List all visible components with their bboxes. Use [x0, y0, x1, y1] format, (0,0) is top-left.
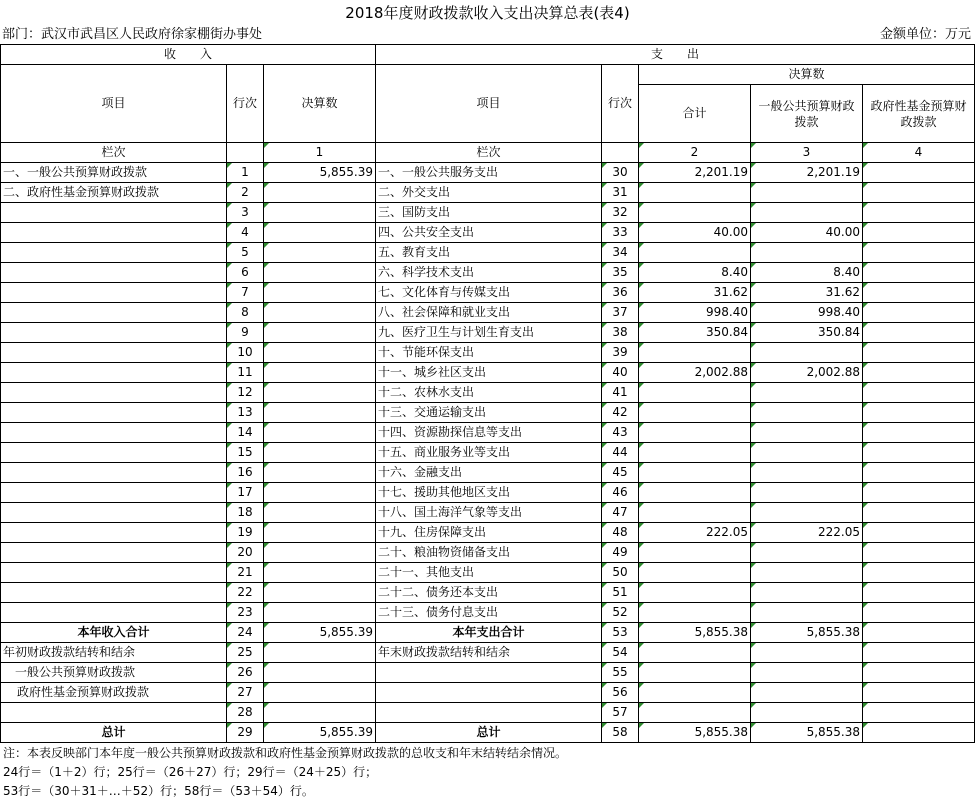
expense-item: 十七、援助其他地区支出 — [376, 483, 602, 503]
line-number: 22 — [227, 583, 264, 603]
expense-fund-amount — [863, 463, 975, 483]
expense-item: 十二、农林水支出 — [376, 383, 602, 403]
total-header: 合计 — [639, 85, 751, 143]
column-index-4: 4 — [863, 143, 975, 163]
expense-fund-amount — [863, 183, 975, 203]
table-row — [1, 163, 975, 183]
expense-total-amount — [639, 443, 751, 463]
line-number: 37 — [602, 303, 639, 323]
expense-fund-amount — [863, 163, 975, 183]
line-number: 2 — [227, 183, 264, 203]
expense-fund-amount — [863, 403, 975, 423]
table-row — [1, 443, 975, 463]
expense-fund-amount — [863, 223, 975, 243]
general-budget-header: 一般公共预算财政拨款 — [751, 85, 863, 143]
begin-general-row — [1, 663, 975, 683]
income-amount — [264, 483, 376, 503]
income-item — [1, 323, 227, 343]
year-expense-total-label: 本年支出合计 — [376, 623, 602, 643]
income-amount — [264, 183, 376, 203]
expense-item: 十、节能环保支出 — [376, 343, 602, 363]
expense-general-amount — [751, 563, 863, 583]
begin-general-label: 一般公共预算财政拨款 — [1, 663, 227, 683]
income-item — [1, 443, 227, 463]
department-label: 部门：武汉市武昌区人民政府徐家棚街办事处 — [2, 27, 263, 42]
table-row — [1, 343, 975, 363]
income-amount — [264, 603, 376, 623]
expense-item: 十八、国土海洋气象等支出 — [376, 503, 602, 523]
line-number: 49 — [602, 543, 639, 563]
table-row — [1, 463, 975, 483]
income-amount — [264, 383, 376, 403]
expense-total-amount — [639, 383, 751, 403]
year-income-total-amount: 5,855.39 — [264, 623, 376, 643]
line-number: 40 — [602, 363, 639, 383]
expense-item: 六、科学技术支出 — [376, 263, 602, 283]
expense-total-amount: 8.40 — [639, 263, 751, 283]
expense-fund-amount — [863, 563, 975, 583]
year-income-total-label: 本年收入合计 — [1, 623, 227, 643]
table-row — [1, 483, 975, 503]
income-amount — [264, 243, 376, 263]
line-number: 20 — [227, 543, 264, 563]
header-row-2 — [1, 65, 975, 85]
column-label-expense: 栏次 — [376, 143, 602, 163]
table-row — [1, 383, 975, 403]
empty-cell — [639, 683, 751, 703]
table-row — [1, 243, 975, 263]
expense-general-amount: 31.62 — [751, 283, 863, 303]
expense-item: 七、文化体育与传媒支出 — [376, 283, 602, 303]
expense-total-amount — [639, 403, 751, 423]
line-number: 3 — [227, 203, 264, 223]
begin-fund-amount — [264, 683, 376, 703]
line-number: 29 — [227, 723, 264, 743]
expense-total-amount — [639, 583, 751, 603]
column-index-1: 1 — [264, 143, 376, 163]
year-total-row — [1, 623, 975, 643]
unit-label: 金额单位：万元 — [879, 27, 971, 42]
line-number: 8 — [227, 303, 264, 323]
begin-fund-label: 政府性基金预算财政拨款 — [1, 683, 227, 703]
expense-item: 十四、资源勘探信息等支出 — [376, 423, 602, 443]
income-amount — [264, 403, 376, 423]
grand-expense-general: 5,855.38 — [751, 723, 863, 743]
end-balance-fund — [863, 643, 975, 663]
line-number: 38 — [602, 323, 639, 343]
footnotes — [0, 744, 975, 801]
report-title: 2018年度财政拨款收入支出决算总表(表4) — [345, 4, 630, 22]
expense-general-amount: 350.84 — [751, 323, 863, 343]
line-number: 11 — [227, 363, 264, 383]
line-number: 47 — [602, 503, 639, 523]
expense-header: 支 出 — [376, 45, 975, 65]
expense-fund-amount — [863, 583, 975, 603]
income-item — [1, 563, 227, 583]
expense-total-amount: 2,002.88 — [639, 363, 751, 383]
header-row-1 — [1, 45, 975, 65]
expense-fund-amount — [863, 323, 975, 343]
line-number: 58 — [602, 723, 639, 743]
grand-income-amount: 5,855.39 — [264, 723, 376, 743]
empty-cell — [751, 703, 863, 723]
line-number: 7 — [227, 283, 264, 303]
income-amount — [264, 263, 376, 283]
expense-general-amount — [751, 543, 863, 563]
income-amount — [264, 303, 376, 323]
expense-general-amount: 998.40 — [751, 303, 863, 323]
expense-total-amount: 2,201.19 — [639, 163, 751, 183]
grand-expense-label: 总计 — [376, 723, 602, 743]
income-header: 收 入 — [1, 45, 376, 65]
line-number: 35 — [602, 263, 639, 283]
table-row — [1, 503, 975, 523]
income-item — [1, 603, 227, 623]
income-item — [1, 283, 227, 303]
line-number: 4 — [227, 223, 264, 243]
income-amount — [264, 203, 376, 223]
income-amount — [264, 463, 376, 483]
line-number: 55 — [602, 663, 639, 683]
income-item — [1, 503, 227, 523]
line-number: 18 — [227, 503, 264, 523]
expense-item-header: 项目 — [376, 65, 602, 143]
expense-general-amount: 8.40 — [751, 263, 863, 283]
expense-total-amount — [639, 503, 751, 523]
income-item — [1, 243, 227, 263]
line-number: 57 — [602, 703, 639, 723]
income-item — [1, 463, 227, 483]
line-number: 9 — [227, 323, 264, 343]
income-amount — [264, 523, 376, 543]
footnote-line: 24行＝（1＋2）行；25行＝（26＋27）行；29行＝（24＋25）行； — [3, 765, 378, 779]
income-item — [1, 423, 227, 443]
income-amount — [264, 443, 376, 463]
begin-balance-label: 年初财政拨款结转和结余 — [1, 643, 227, 663]
table-row — [1, 523, 975, 543]
expense-general-amount — [751, 463, 863, 483]
expense-line-header: 行次 — [602, 65, 639, 143]
footnote-line: 注：本表反映部门本年度一般公共预算财政拨款和政府性基金预算财政拨款的总收支和年末结转结余情况。 — [3, 746, 568, 760]
income-item — [1, 303, 227, 323]
expense-general-amount: 2,002.88 — [751, 363, 863, 383]
expense-general-amount — [751, 203, 863, 223]
expense-total-amount — [639, 463, 751, 483]
line-number: 44 — [602, 443, 639, 463]
line-number: 17 — [227, 483, 264, 503]
expense-fund-amount — [863, 523, 975, 543]
line-number: 6 — [227, 263, 264, 283]
table-row — [1, 403, 975, 423]
table-row — [1, 263, 975, 283]
table-row — [1, 603, 975, 623]
expense-item: 五、教育支出 — [376, 243, 602, 263]
expense-item: 十六、金融支出 — [376, 463, 602, 483]
expense-total-amount: 998.40 — [639, 303, 751, 323]
expense-item: 八、社会保障和就业支出 — [376, 303, 602, 323]
expense-item: 四、公共安全支出 — [376, 223, 602, 243]
expense-total-amount — [639, 343, 751, 363]
expense-total-amount — [639, 423, 751, 443]
income-item — [1, 383, 227, 403]
income-amount — [264, 343, 376, 363]
income-amount — [264, 563, 376, 583]
income-amount-header: 决算数 — [264, 65, 376, 143]
income-amount — [264, 503, 376, 523]
empty-cell — [863, 703, 975, 723]
empty-cell — [376, 683, 602, 703]
begin-general-amount — [264, 663, 376, 683]
income-amount — [264, 283, 376, 303]
expense-total-amount: 350.84 — [639, 323, 751, 343]
expense-item: 二十三、债务付息支出 — [376, 603, 602, 623]
expense-item: 十三、交通运输支出 — [376, 403, 602, 423]
table-row — [1, 283, 975, 303]
expense-item: 二十一、其他支出 — [376, 563, 602, 583]
blank-row — [1, 703, 975, 723]
expense-total-amount — [639, 483, 751, 503]
expense-item: 十九、住房保障支出 — [376, 523, 602, 543]
column-index-blank — [227, 143, 264, 163]
line-number: 42 — [602, 403, 639, 423]
income-line-header: 行次 — [227, 65, 264, 143]
year-expense-total-amount: 5,855.38 — [639, 623, 751, 643]
expense-item: 一、一般公共服务支出 — [376, 163, 602, 183]
expense-fund-amount — [863, 283, 975, 303]
line-number: 26 — [227, 663, 264, 683]
line-number: 39 — [602, 343, 639, 363]
income-amount — [264, 543, 376, 563]
expense-general-amount — [751, 383, 863, 403]
expense-total-amount — [639, 563, 751, 583]
empty-cell — [863, 683, 975, 703]
empty-cell — [863, 663, 975, 683]
table-row — [1, 323, 975, 343]
empty-cell — [639, 663, 751, 683]
table-row — [1, 563, 975, 583]
expense-general-amount: 222.05 — [751, 523, 863, 543]
expense-item: 九、医疗卫生与计划生育支出 — [376, 323, 602, 343]
column-label-income: 栏次 — [1, 143, 227, 163]
income-item — [1, 263, 227, 283]
budget-summary-table — [0, 44, 975, 743]
empty-cell — [639, 703, 751, 723]
expense-item: 二、外交支出 — [376, 183, 602, 203]
income-item — [1, 403, 227, 423]
grand-expense-total: 5,855.38 — [639, 723, 751, 743]
line-number: 19 — [227, 523, 264, 543]
line-number: 12 — [227, 383, 264, 403]
line-number: 31 — [602, 183, 639, 203]
expense-general-amount: 2,201.19 — [751, 163, 863, 183]
line-number: 28 — [227, 703, 264, 723]
expense-fund-amount — [863, 383, 975, 403]
expense-fund-amount — [863, 503, 975, 523]
income-item — [1, 203, 227, 223]
expense-fund-amount — [863, 363, 975, 383]
line-number: 50 — [602, 563, 639, 583]
expense-general-amount — [751, 423, 863, 443]
income-amount — [264, 423, 376, 443]
table-row — [1, 223, 975, 243]
income-amount — [264, 363, 376, 383]
table-row — [1, 423, 975, 443]
expense-total-amount — [639, 603, 751, 623]
table-row — [1, 543, 975, 563]
line-number: 36 — [602, 283, 639, 303]
begin-fund-row — [1, 683, 975, 703]
line-number: 1 — [227, 163, 264, 183]
line-number: 33 — [602, 223, 639, 243]
expense-total-amount — [639, 243, 751, 263]
expense-amount-header: 决算数 — [639, 65, 975, 85]
end-balance-label: 年末财政拨款结转和结余 — [376, 643, 602, 663]
empty-cell — [751, 663, 863, 683]
column-index-row — [1, 143, 975, 163]
expense-general-amount — [751, 503, 863, 523]
line-number: 30 — [602, 163, 639, 183]
empty-cell — [376, 703, 602, 723]
line-number: 51 — [602, 583, 639, 603]
expense-item: 十五、商业服务业等支出 — [376, 443, 602, 463]
expense-general-amount — [751, 343, 863, 363]
expense-item: 二十、粮油物资储备支出 — [376, 543, 602, 563]
expense-total-amount: 222.05 — [639, 523, 751, 543]
line-number: 21 — [227, 563, 264, 583]
grand-expense-fund — [863, 723, 975, 743]
line-number: 53 — [602, 623, 639, 643]
expense-general-amount — [751, 403, 863, 423]
line-number: 56 — [602, 683, 639, 703]
expense-total-amount — [639, 543, 751, 563]
income-item-header: 项目 — [1, 65, 227, 143]
empty-cell — [751, 683, 863, 703]
expense-general-amount — [751, 243, 863, 263]
end-balance-general — [751, 643, 863, 663]
expense-fund-amount — [863, 603, 975, 623]
expense-general-amount — [751, 583, 863, 603]
expense-general-amount — [751, 603, 863, 623]
line-number: 10 — [227, 343, 264, 363]
expense-fund-amount — [863, 343, 975, 363]
income-item: 二、政府性基金预算财政拨款 — [1, 183, 227, 203]
expense-fund-amount — [863, 483, 975, 503]
line-number: 5 — [227, 243, 264, 263]
line-number: 41 — [602, 383, 639, 403]
balance-row — [1, 643, 975, 663]
year-expense-general-amount: 5,855.38 — [751, 623, 863, 643]
expense-fund-amount — [863, 543, 975, 563]
income-item — [1, 583, 227, 603]
line-number: 43 — [602, 423, 639, 443]
expense-total-amount — [639, 203, 751, 223]
gov-fund-header: 政府性基金预算财政拨款 — [863, 85, 975, 143]
expense-item: 三、国防支出 — [376, 203, 602, 223]
income-amount — [264, 323, 376, 343]
table-row — [1, 183, 975, 203]
line-number: 48 — [602, 523, 639, 543]
income-amount — [264, 583, 376, 603]
income-item: 一、一般公共预算财政拨款 — [1, 163, 227, 183]
expense-general-amount: 40.00 — [751, 223, 863, 243]
expense-item: 二十二、债务还本支出 — [376, 583, 602, 603]
empty-cell — [1, 703, 227, 723]
footnote-line: 53行＝（30＋31＋…＋52）行；58行＝（53＋54）行。 — [3, 784, 314, 798]
income-item — [1, 523, 227, 543]
line-number: 34 — [602, 243, 639, 263]
table-row — [1, 363, 975, 383]
column-index-2: 2 — [639, 143, 751, 163]
expense-fund-amount — [863, 243, 975, 263]
income-item — [1, 363, 227, 383]
begin-balance-amount — [264, 643, 376, 663]
income-amount: 5,855.39 — [264, 163, 376, 183]
grand-income-label: 总计 — [1, 723, 227, 743]
income-item — [1, 483, 227, 503]
line-number: 46 — [602, 483, 639, 503]
line-number: 25 — [227, 643, 264, 663]
line-number: 24 — [227, 623, 264, 643]
column-index-blank — [602, 143, 639, 163]
income-item — [1, 223, 227, 243]
grand-total-row — [1, 723, 975, 743]
expense-total-amount — [639, 183, 751, 203]
year-expense-fund-amount — [863, 623, 975, 643]
expense-general-amount — [751, 483, 863, 503]
line-number: 32 — [602, 203, 639, 223]
expense-general-amount — [751, 183, 863, 203]
column-index-3: 3 — [751, 143, 863, 163]
expense-fund-amount — [863, 263, 975, 283]
table-row — [1, 583, 975, 603]
line-number: 15 — [227, 443, 264, 463]
line-number: 14 — [227, 423, 264, 443]
expense-item: 十一、城乡社区支出 — [376, 363, 602, 383]
expense-general-amount — [751, 443, 863, 463]
table-row — [1, 303, 975, 323]
income-item — [1, 543, 227, 563]
expense-fund-amount — [863, 443, 975, 463]
line-number: 16 — [227, 463, 264, 483]
end-balance-total — [639, 643, 751, 663]
income-item — [1, 343, 227, 363]
empty-cell — [264, 703, 376, 723]
line-number: 54 — [602, 643, 639, 663]
expense-fund-amount — [863, 303, 975, 323]
expense-fund-amount — [863, 203, 975, 223]
line-number: 27 — [227, 683, 264, 703]
table-row — [1, 203, 975, 223]
line-number: 45 — [602, 463, 639, 483]
expense-fund-amount — [863, 423, 975, 443]
income-amount — [264, 223, 376, 243]
expense-total-amount: 40.00 — [639, 223, 751, 243]
line-number: 23 — [227, 603, 264, 623]
empty-cell — [376, 663, 602, 683]
line-number: 52 — [602, 603, 639, 623]
expense-total-amount: 31.62 — [639, 283, 751, 303]
line-number: 13 — [227, 403, 264, 423]
